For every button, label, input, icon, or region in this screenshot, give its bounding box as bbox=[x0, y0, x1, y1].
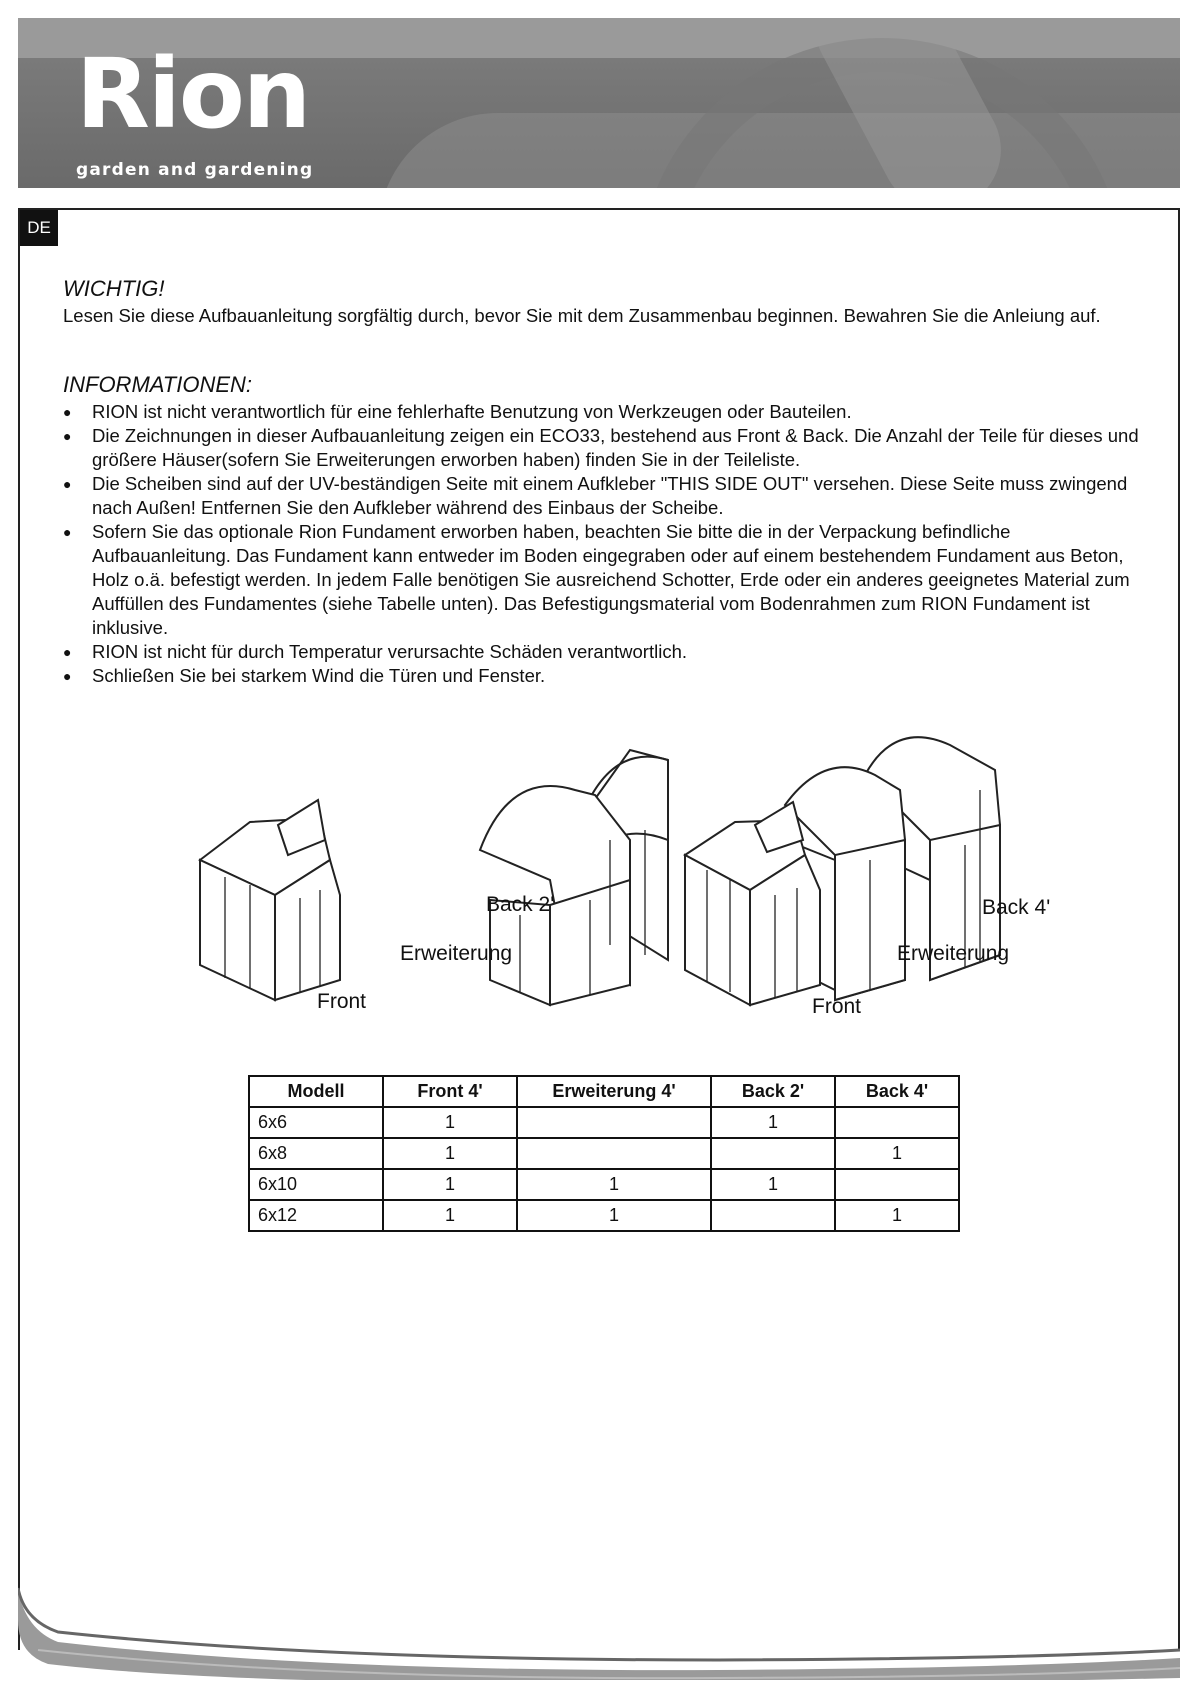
language-badge: DE bbox=[20, 210, 58, 246]
diagram-left-back-label: Back 2' bbox=[486, 893, 555, 916]
table-cell: 1 bbox=[711, 1169, 835, 1200]
diagram-right-front-label: Front bbox=[812, 995, 862, 1018]
table-cell: 1 bbox=[711, 1107, 835, 1138]
info-heading: INFORMATIONEN: bbox=[63, 372, 253, 397]
footer-swoosh bbox=[18, 1580, 1180, 1680]
important-text: Lesen Sie diese Aufbauanleitung sorgfältig durch, bevor Sie mit dem Zusammenbau beginnen. Bewahren Sie die Anleiung auf. bbox=[63, 305, 1101, 326]
diagram-left-extension-label: Erweiterung bbox=[400, 942, 513, 965]
header-banner bbox=[18, 18, 1180, 188]
greenhouse-illustration bbox=[675, 730, 1190, 1040]
info-item: ● Schließen Sie bei starkem Wind die Türen und Fenster. bbox=[63, 664, 1143, 688]
diagram-right-back-label: Back 4' bbox=[982, 896, 1051, 919]
info-item: ● Die Zeichnungen in dieser Aufbauanleitung zeigen ein ECO33, bestehend aus Front & Back. Die Anzahl der Teile für dieses und größere Häuser(sofern Sie Erweiterungen erworben haben) finden Sie in der Teileliste. bbox=[63, 424, 1143, 472]
table-cell: 1 bbox=[835, 1138, 959, 1169]
table-row bbox=[249, 1107, 959, 1138]
info-item: ● RION ist nicht für durch Temperatur verursachte Schäden verantwortlich. bbox=[63, 640, 1143, 664]
diagram-right-extension-label: Erweiterung bbox=[897, 942, 1010, 965]
table-header: Erweiterung 4' bbox=[517, 1076, 711, 1107]
table-cell: 1 bbox=[383, 1169, 517, 1200]
info-item: ● Sofern Sie das optionale Rion Fundament erworben haben, beachten Sie bitte die in der Verpackung befindliche Aufbauanleitung. Das Fundament kann entweder im Boden eingegraben oder auf einem bestehendem Fundament aus Beton, Holz o.ä. befestigt werden. In jedem Falle benötigen Sie ausreichend Schotter, Erde oder ein anderes geeignetes Material zum Auffüllen des Fundamentes (siehe Tabelle unten). Das Befestigungsmaterial vom Bodenrahmen zum RION Fundament ist inklusive. bbox=[63, 520, 1143, 640]
info-item: ● RION ist nicht verantwortlich für eine fehlerhafte Benutzung von Werkzeugen oder Bauteilen. bbox=[63, 400, 1143, 424]
table-cell bbox=[517, 1138, 711, 1169]
table-header: Back 4' bbox=[835, 1076, 959, 1107]
table-cell: 1 bbox=[383, 1107, 517, 1138]
table-cell bbox=[711, 1200, 835, 1231]
table-cell: 6x8 bbox=[249, 1138, 383, 1169]
table-cell: 1 bbox=[383, 1200, 517, 1231]
table-cell: 6x6 bbox=[249, 1107, 383, 1138]
table-header: Modell bbox=[249, 1076, 383, 1107]
greenhouse-illustration bbox=[190, 730, 710, 1040]
table-cell: 1 bbox=[517, 1169, 711, 1200]
table-cell: 6x12 bbox=[249, 1200, 383, 1231]
greenhouse-diagram-left bbox=[190, 730, 710, 1040]
table-cell: 6x10 bbox=[249, 1169, 383, 1200]
table-row bbox=[249, 1138, 959, 1169]
table-cell bbox=[835, 1107, 959, 1138]
brand-tagline: garden and gardening bbox=[76, 160, 314, 180]
table-cell: 1 bbox=[835, 1200, 959, 1231]
table-cell bbox=[835, 1169, 959, 1200]
table-header-row bbox=[249, 1076, 959, 1107]
parts-table bbox=[248, 1075, 960, 1232]
info-item: ● Die Scheiben sind auf der UV-beständigen Seite mit einem Aufkleber "THIS SIDE OUT" versehen. Diese Seite muss zwingend nach Außen! Entfernen Sie den Aufkleber während des Einbaus der Scheibe. bbox=[63, 472, 1143, 520]
greenhouse-diagram-right bbox=[675, 730, 1190, 1040]
table-cell bbox=[517, 1107, 711, 1138]
table-header: Front 4' bbox=[383, 1076, 517, 1107]
diagram-left-front-label: Front bbox=[317, 990, 367, 1013]
table-row bbox=[249, 1169, 959, 1200]
table-header: Back 2' bbox=[711, 1076, 835, 1107]
info-list bbox=[63, 400, 1143, 688]
table-row bbox=[249, 1200, 959, 1231]
important-heading: WICHTIG! bbox=[63, 276, 165, 301]
table-cell: 1 bbox=[383, 1138, 517, 1169]
table-cell: 1 bbox=[517, 1200, 711, 1231]
table-cell bbox=[711, 1138, 835, 1169]
brand-logo: Rion bbox=[76, 38, 310, 150]
